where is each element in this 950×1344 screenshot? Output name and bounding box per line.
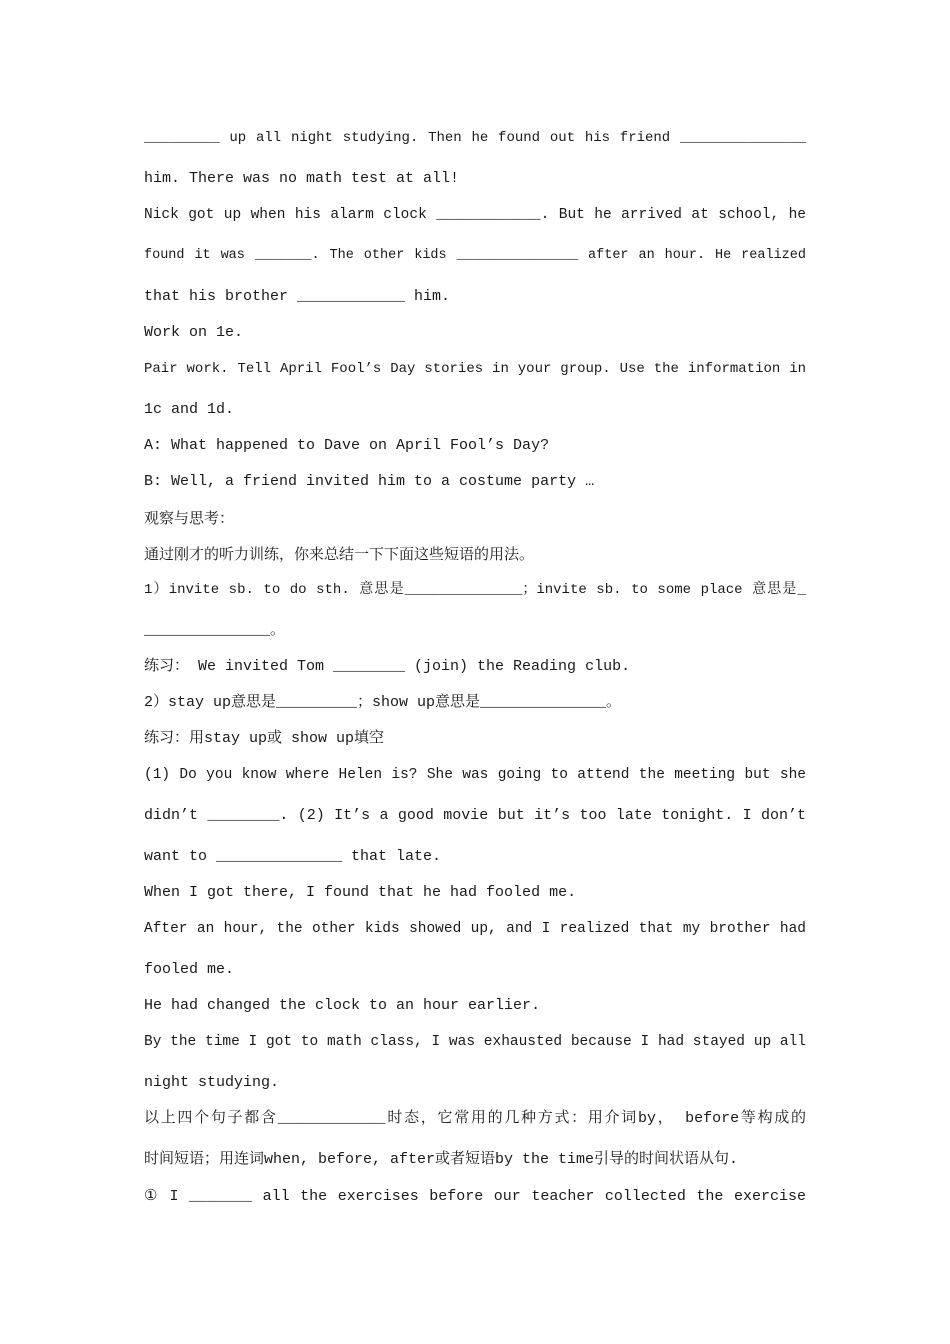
text-line: him. There was no math test at all! [144,170,460,187]
text-line: 1c and 1d. [144,401,235,418]
text-line: 时间短语；用连词when, before, after或者短语by the time引导的时间状语从句. [144,1151,739,1168]
section-heading: 观察与思考： [144,509,235,527]
text-line: When I got there, I found that he had fooled me. [144,884,577,901]
text-line: found it was _______. The other kids _______________ after an hour. He realized [144,248,806,263]
text-line: Nick got up when his alarm clock ____________. But he arrived at school, he [144,207,806,223]
text-line: Work on 1e. [144,324,244,341]
text-line: night studying. [144,1074,280,1091]
text-line: 2）stay up意思是_________；show up意思是______________。 [144,694,622,711]
text-line: A: What happened to Dave on April Fool’s Day? [144,437,550,454]
text-line: didn’t ________. (2) It’s a good movie but it’s too late tonight. I don’t [144,807,806,824]
text-line: He had changed the clock to an hour earlier. [144,997,541,1014]
text-line: 以上四个句子都含____________时态，它常用的几种方式：用介词by， before等构成的 [144,1110,806,1127]
text-line: After an hour, the other kids showed up, and I realized that my brother had [144,921,806,937]
text-line: By the time I got to math class, I was exhausted because I had stayed up all [144,1034,806,1050]
text-line: 练习： We invited Tom ________ (join) the Reading club. [144,658,631,675]
text-line: that his brother ____________ him. [144,288,451,305]
text-line: ______________。 [144,622,286,639]
text-line: 练习：用stay up或 show up填空 [144,730,385,747]
text-line: ① I _______ all the exercises before our teacher collected the exercise [144,1188,806,1205]
text-line: 1）invite sb. to do sth. 意思是______________；invite sb. to some place 意思是_ [144,582,806,598]
text-line: B: Well, a friend invited him to a costume party … [144,473,595,490]
text-line: 通过刚才的听力训练，你来总结一下下面这些短语的用法。 [144,545,535,563]
text-line: fooled me. [144,961,235,978]
text-line: want to ______________ that late. [144,848,442,865]
text-line: (1) Do you know where Helen is? She was going to attend the meeting but she [144,767,806,783]
text-line: _________ up all night studying. Then he found out his friend _______________ [144,130,806,146]
text-line: Pair work. Tell April Fool’s Day stories in your group. Use the information in [144,361,806,377]
